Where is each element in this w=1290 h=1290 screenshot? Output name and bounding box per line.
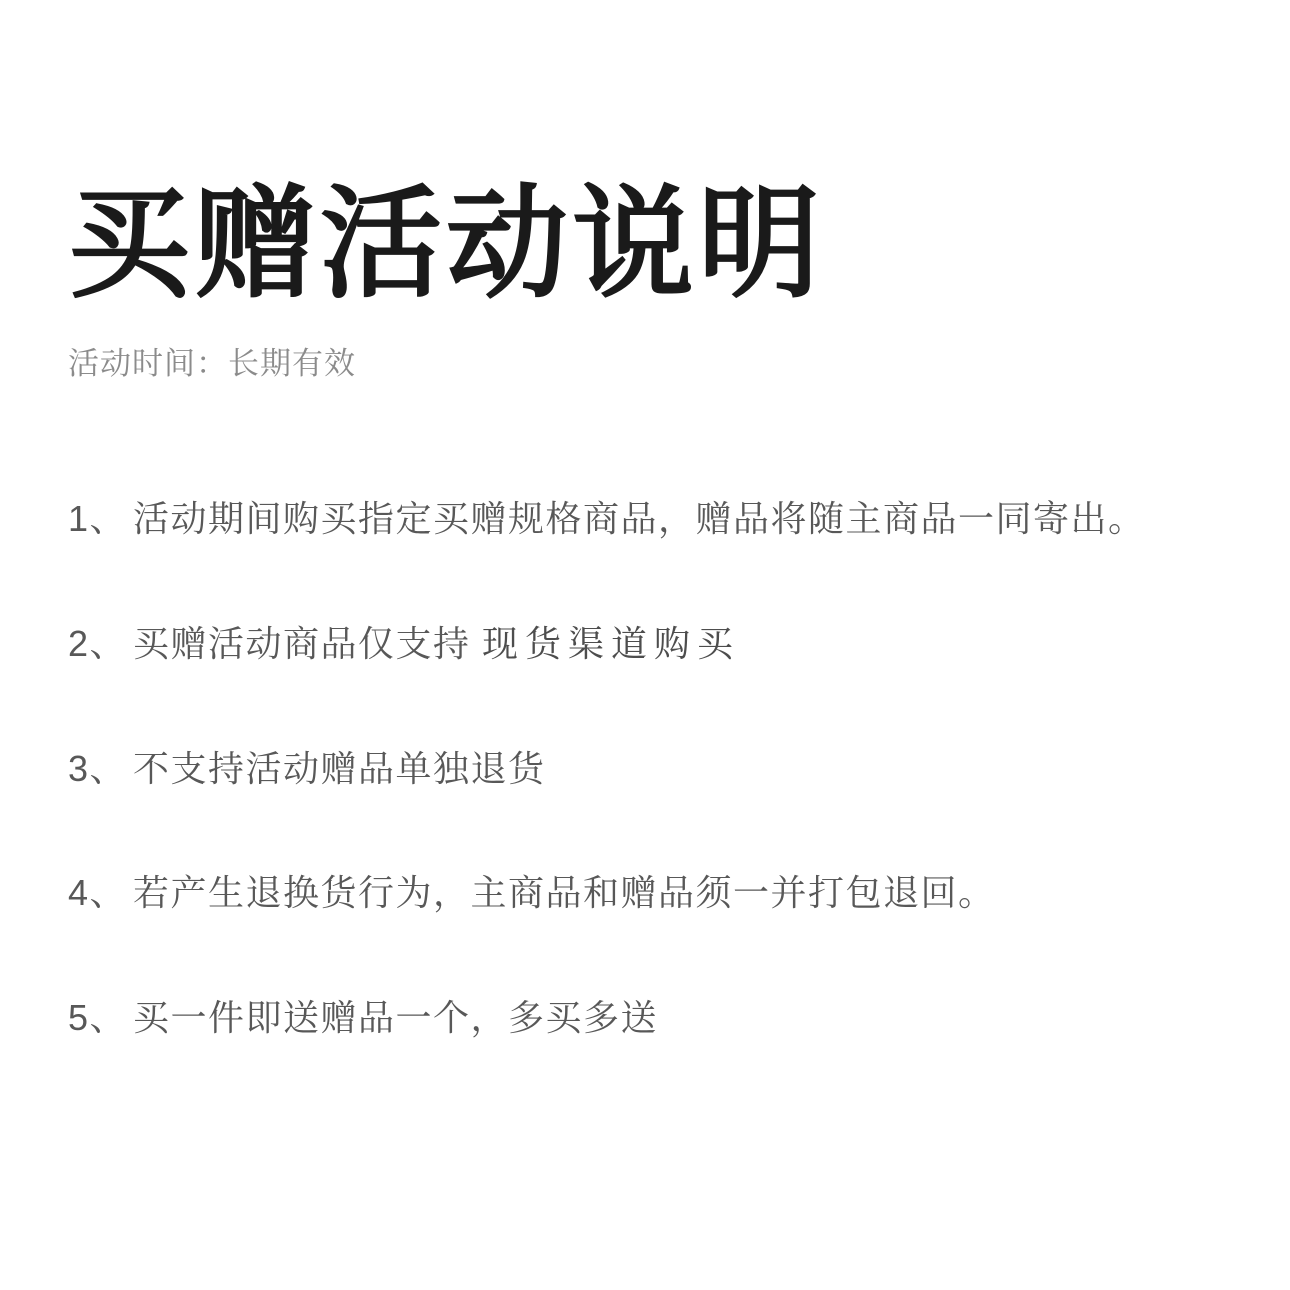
rule-text: 买赠活动商品仅支持	[133, 622, 483, 664]
activity-time-line: 活动时间：长期有效	[68, 346, 356, 382]
rule-text-highlight: 现货渠道购买	[482, 622, 741, 664]
rule-number: 2、	[68, 622, 128, 664]
rule-number: 4、	[68, 872, 128, 914]
rule-item-3	[68, 746, 1224, 793]
rule-text: 活动期间购买指定买赠规格商品，赠品将随主商品一同寄出。	[133, 497, 1146, 539]
rule-item-4	[68, 870, 1224, 917]
rule-item-1	[68, 496, 1224, 543]
rules-list	[68, 384, 1224, 1042]
rule-number: 3、	[68, 747, 128, 789]
page-title: 买赠活动说明	[68, 176, 824, 312]
rule-text: 若产生退换货行为，主商品和赠品须一并打包退回。	[133, 872, 996, 914]
rule-number: 5、	[68, 997, 128, 1039]
rule-number: 1、	[68, 497, 128, 539]
rule-text: 不支持活动赠品单独退货	[133, 747, 546, 789]
rule-item-2	[68, 621, 1224, 668]
rule-item-5	[68, 995, 1224, 1042]
rule-text: 买一件即送赠品一个，多买多送	[133, 997, 659, 1039]
